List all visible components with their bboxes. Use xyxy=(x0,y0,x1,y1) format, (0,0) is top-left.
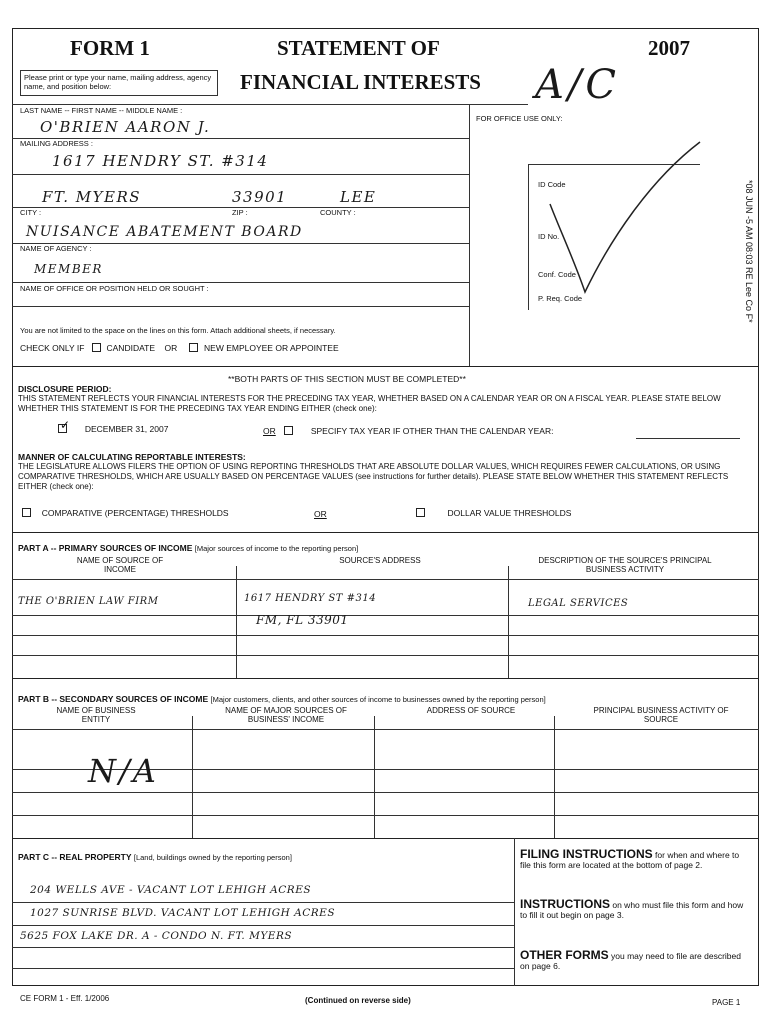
part-a-row1-addr2: FM, FL 33901 xyxy=(256,613,349,627)
or-underlined-2: OR xyxy=(314,509,327,519)
part-b-col4: PRINCIPAL BUSINESS ACTIVITY OF SOURCE xyxy=(593,706,729,724)
specify-row xyxy=(284,426,553,436)
part-b-col2: NAME OF MAJOR SOURCES OF BUSINESS' INCOME xyxy=(225,706,347,724)
specify-label: SPECIFY TAX YEAR IF OTHER THAN THE CALENDAR YEAR: xyxy=(310,426,554,436)
filing-instructions xyxy=(520,849,752,870)
manner-text: THE LEGISLATURE ALLOWS FILERS THE OPTION OF USING REPORTING THRESHOLDS THAT ARE ABSOLUTE DOLLAR VALUES, WHICH REQUIRES FEWER CALCULATIONS, OR USING COMPARATIVE THRESHOLDS, WHICH ARE USUALLY BASED ON PERCENTAGE VALUES (see instructions for further details). PLEASE STATE BELOW WHETHER THIS STATEMENT REFLECTS EITHER (check one): xyxy=(18,462,729,491)
zip-value: 33901 xyxy=(232,188,288,206)
id-no-label: ID No. xyxy=(538,232,560,241)
agency-label: NAME OF AGENCY : xyxy=(20,244,92,253)
mailing-value: 1617 HENDRY ST. #314 xyxy=(52,152,269,170)
zip-label: ZIP : xyxy=(232,208,248,217)
part-b-title xyxy=(18,694,546,704)
instructions-text: on who must file this form and how to fill it out begin on page 3. xyxy=(520,900,744,920)
disclosure-period-text: THIS STATEMENT REFLECTS YOUR FINANCIAL INTERESTS FOR THE PRECEDING TAX YEAR, WHETHER BASED ON A CALENDAR YEAR OR ON A FISCAL YEAR. PLEASE STATE BELOW WHETHER THIS STATEMENT IS FOR THE PRECEDING TAX YEAR ENDING EITHER (check one): xyxy=(18,394,721,413)
part-b-col1: NAME OF BUSINESS ENTITY xyxy=(56,706,136,724)
id-code-label: ID Code xyxy=(538,180,566,189)
other-forms-heading: OTHER FORMS xyxy=(520,948,609,962)
part-c-row2: 1027 SUNRISE BLVD. VACANT LOT LEHIGH ACRES xyxy=(30,907,336,919)
handwritten-stamp-mark: A/C xyxy=(535,62,620,108)
specify-checkbox[interactable] xyxy=(284,426,293,435)
check-only-row xyxy=(20,343,339,353)
mailing-label: MAILING ADDRESS : xyxy=(20,139,93,148)
position-value: MEMBER xyxy=(34,262,103,276)
print-instruction: Please print or type your name, mailing address, agency name, and position below: xyxy=(20,70,218,96)
instructions-heading: INSTRUCTIONS xyxy=(520,897,610,911)
disclosure-period-heading: DISCLOSURE PERIOD: xyxy=(18,384,112,394)
part-a-heading: PART A -- PRIMARY SOURCES OF INCOME xyxy=(18,543,193,553)
part-b-heading: PART B -- SECONDARY SOURCES OF INCOME xyxy=(18,694,209,704)
or-underlined-1: OR xyxy=(263,426,276,436)
comparative-row xyxy=(22,508,229,518)
or-label: OR xyxy=(164,343,178,353)
part-c-subheading: [Land, buildings owned by the reporting person] xyxy=(133,853,292,862)
filing-instructions-heading: FILING INSTRUCTIONS xyxy=(520,847,653,861)
part-a-col3: DESCRIPTION OF THE SOURCE'S PRINCIPAL BUSINESS ACTIVITY xyxy=(538,556,712,574)
footer-page: PAGE 1 xyxy=(712,998,741,1007)
checkmark-scribble xyxy=(540,140,710,300)
county-value: LEE xyxy=(340,188,377,206)
tax-year-row xyxy=(58,418,169,434)
manner-heading: MANNER OF CALCULATING REPORTABLE INTERESTS: xyxy=(18,452,246,462)
name-value: O'BRIEN AARON J. xyxy=(40,118,211,136)
part-a-col2: SOURCE'S ADDRESS xyxy=(339,556,421,565)
part-a-col1: NAME OF SOURCE OF INCOME xyxy=(76,556,164,574)
part-c-row1: 204 WELLS AVE - VACANT LOT LEHIGH ACRES xyxy=(30,884,312,896)
new-employee-checkbox[interactable] xyxy=(189,343,198,352)
part-a-title xyxy=(18,543,358,553)
december-label: DECEMBER 31, 2007 xyxy=(84,424,169,434)
filing-instructions-text: for when and where to file this form are located at the bottom of page 2. xyxy=(520,850,740,870)
name-label: LAST NAME -- FIRST NAME -- MIDDLE NAME : xyxy=(20,106,183,115)
check-only-label: CHECK ONLY IF xyxy=(20,343,85,353)
agency-value: NUISANCE ABATEMENT BOARD xyxy=(26,224,303,240)
part-a-row1-desc: LEGAL SERVICES xyxy=(528,598,629,609)
dollar-checkbox[interactable] xyxy=(416,508,425,517)
city-label: CITY : xyxy=(20,208,42,217)
candidate-label: CANDIDATE xyxy=(106,343,155,353)
form-year: 2007 xyxy=(648,36,690,60)
other-forms-text: you may need to file are described on page 6. xyxy=(520,951,741,971)
conf-code-label: Conf. Code xyxy=(538,270,576,279)
part-b-na: N/A xyxy=(88,752,159,790)
who-must-file-instructions xyxy=(520,899,752,920)
other-forms-note xyxy=(520,950,752,971)
footer-continued: (Continued on reverse side) xyxy=(305,996,411,1005)
december-checkbox[interactable]: ✓ xyxy=(60,418,71,432)
county-label: COUNTY : xyxy=(320,208,356,217)
footer-form-id: CE FORM 1 - Eff. 1/2006 xyxy=(20,994,110,1003)
space-note: You are not limited to the space on the lines on this form. Attach additional sheets, if necessary. xyxy=(20,326,336,335)
both-parts-note: **BOTH PARTS OF THIS SECTION MUST BE COMPLETED** xyxy=(228,374,466,384)
candidate-checkbox[interactable] xyxy=(92,343,101,352)
position-label: NAME OF OFFICE OR POSITION HELD OR SOUGHT : xyxy=(20,284,209,293)
part-c-row3: 5625 FOX LAKE DR. A - CONDO N. FT. MYERS xyxy=(20,930,293,942)
part-b-col3: ADDRESS OF SOURCE xyxy=(426,706,516,715)
part-a-row1-addr1: 1617 HENDRY ST #314 xyxy=(244,593,377,604)
city-value: FT. MYERS xyxy=(42,188,142,206)
form-number: FORM 1 xyxy=(70,36,150,60)
part-c-title xyxy=(18,852,292,862)
comparative-label: COMPARATIVE (PERCENTAGE) THRESHOLDS xyxy=(41,508,229,518)
dollar-row xyxy=(416,508,571,518)
title-line1: STATEMENT OF xyxy=(277,36,440,60)
part-b-subheading: [Major customers, clients, and other sources of income to businesses owned by the reporting person] xyxy=(210,695,546,704)
comparative-checkbox[interactable] xyxy=(22,508,31,517)
title-line2: FINANCIAL INTERESTS xyxy=(240,70,481,94)
part-a-subheading: [Major sources of income to the reporting person] xyxy=(194,544,359,553)
part-a-row1-name: THE O'BRIEN LAW FIRM xyxy=(18,596,159,607)
office-use-label: FOR OFFICE USE ONLY: xyxy=(476,114,563,123)
received-stamp: *08 JUN -5 AM 08:03 RE Lee Co F* xyxy=(744,180,754,323)
p-req-code-label: P. Req. Code xyxy=(538,294,583,303)
part-c-heading: PART C -- REAL PROPERTY xyxy=(18,852,132,862)
new-employee-label: NEW EMPLOYEE OR APPOINTEE xyxy=(204,343,339,353)
dollar-label: DOLLAR VALUE THRESHOLDS xyxy=(447,508,572,518)
